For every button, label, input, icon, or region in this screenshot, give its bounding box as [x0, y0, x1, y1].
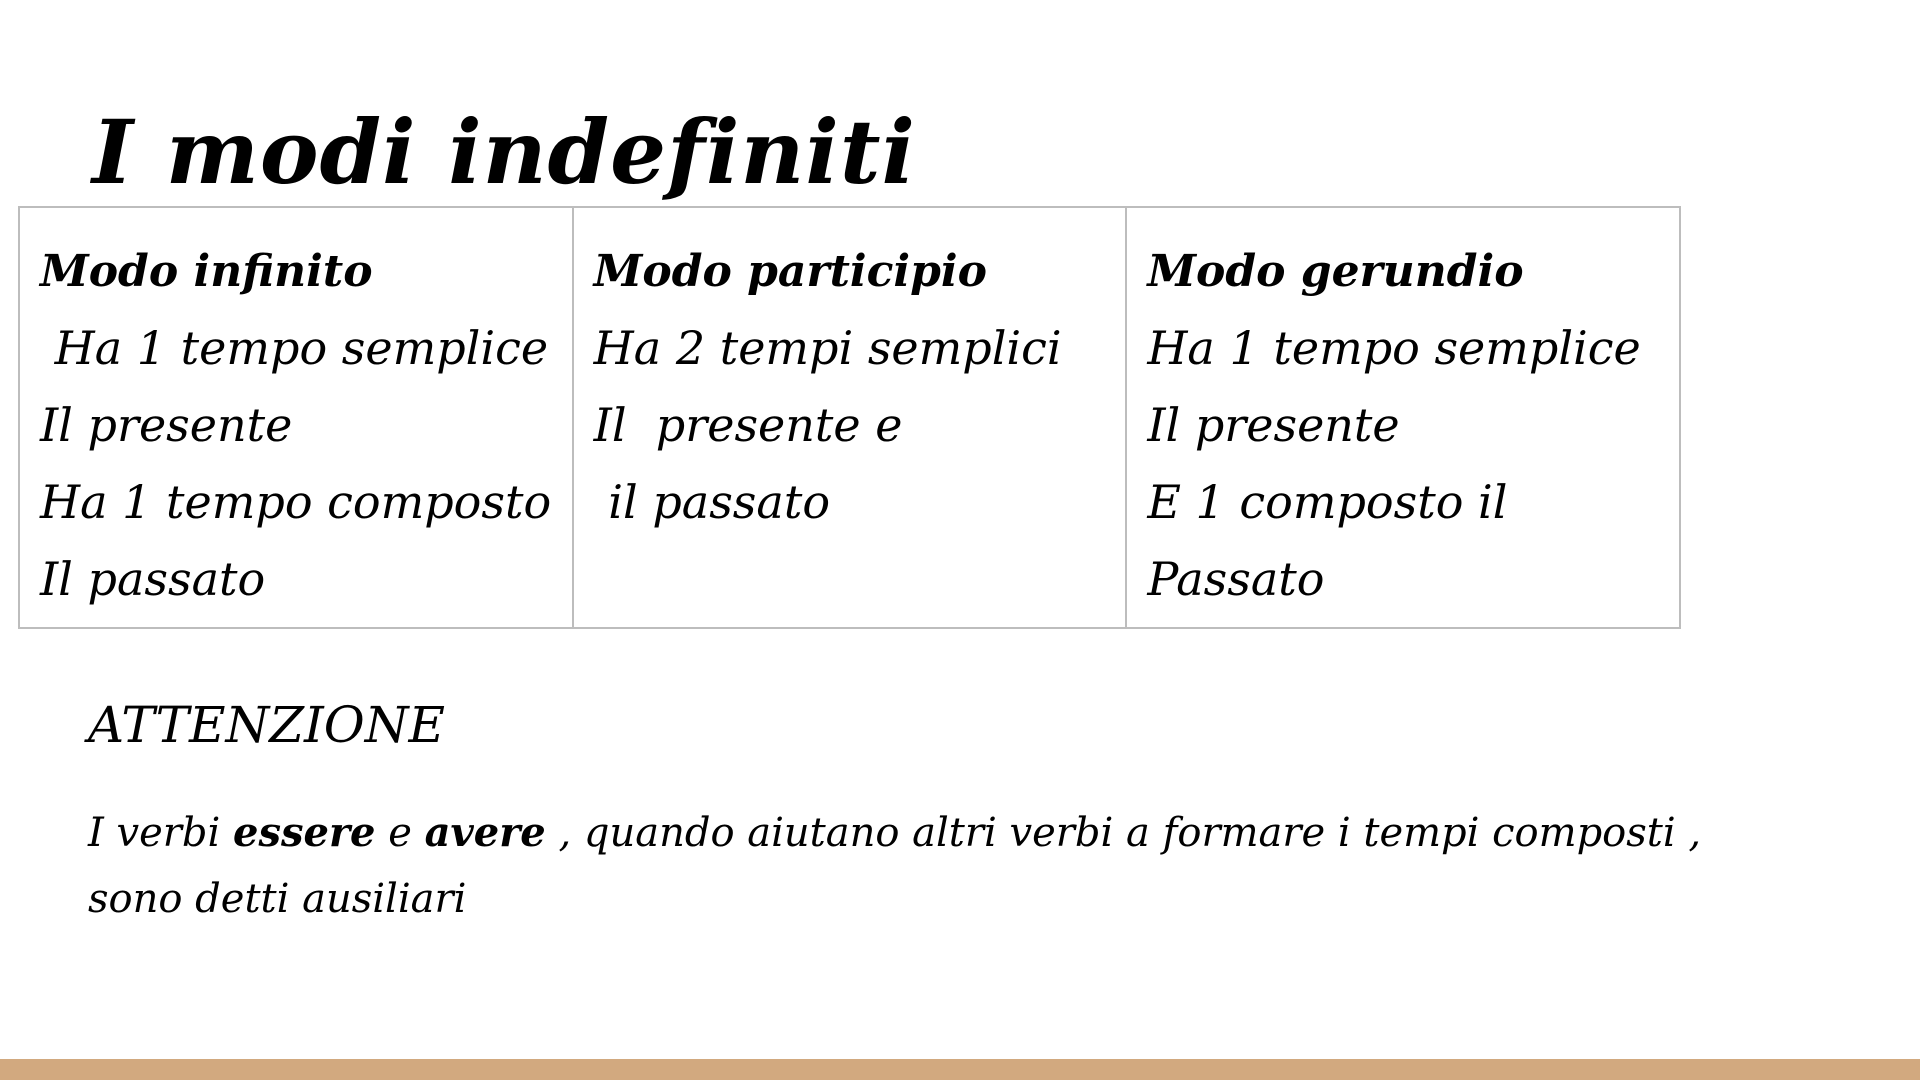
column-line: Il presente — [40, 398, 293, 452]
column-line: Passato — [1147, 552, 1325, 606]
column-line: Il passato — [40, 552, 266, 606]
note-text: I verbi — [88, 810, 234, 856]
column-infinito — [19, 207, 573, 628]
column-line: E 1 composto il — [1147, 475, 1508, 529]
column-heading: Modo gerundio — [1147, 246, 1524, 297]
column-line: Ha 1 tempo composto — [40, 475, 552, 529]
column-line: Ha 1 tempo semplice — [40, 321, 549, 375]
modes-table — [18, 206, 1681, 629]
attention-heading: ATTENZIONE — [88, 696, 445, 754]
column-line: Ha 2 tempi semplici — [593, 321, 1062, 375]
column-gerundio — [1126, 207, 1680, 628]
footer-bar — [0, 1059, 1920, 1080]
note-paragraph — [88, 800, 1788, 932]
column-heading: Modo participio — [593, 246, 987, 297]
note-keyword-essere: essere — [233, 809, 376, 856]
column-line: Il presente — [1147, 398, 1400, 452]
note-text: e — [375, 810, 425, 856]
column-participio — [573, 207, 1127, 628]
note-text: , quando aiutano altri verbi a formare i tempi composti , sono detti ausiliari — [88, 810, 1702, 922]
column-heading: Modo infinito — [40, 246, 373, 297]
note-keyword-avere: avere — [424, 809, 546, 856]
table-row — [19, 207, 1680, 628]
slide-title: I modi indefiniti — [92, 100, 916, 204]
column-line: Ha 1 tempo semplice — [1147, 321, 1641, 375]
column-line: Il presente e — [593, 398, 903, 452]
column-line: il passato — [593, 475, 831, 529]
